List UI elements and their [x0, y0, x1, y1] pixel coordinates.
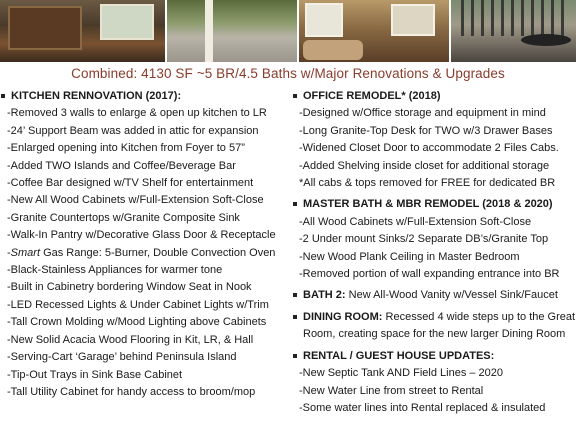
list-item: -Removed 3 walls to enlarge & open up kitchen to LR	[7, 107, 267, 120]
bullet-icon	[293, 202, 297, 206]
kitchen-photo	[0, 0, 165, 62]
list-item: -Walk-In Pantry w/Decorative Glass Door & Receptacle	[7, 229, 276, 242]
list-item: -Designed w/Office storage and equipment in mind	[299, 107, 546, 120]
bullet-icon	[293, 354, 297, 358]
list-item: -Widened Closet Door to accommodate 2 Files Cabs.	[299, 142, 559, 155]
list-item: -Removed portion of wall expanding entrance into BR	[299, 268, 560, 281]
living-room-photo	[299, 0, 449, 62]
list-item: -LED Recessed Lights & Under Cabinet Lights w/Trim	[7, 298, 269, 311]
porch-photo	[167, 0, 297, 62]
list-item: -Added TWO Islands and Coffee/Beverage Bar	[7, 159, 236, 172]
list-item: -24’ Support Beam was added in attic for expansion	[7, 124, 259, 137]
headline: Combined: 4130 SF ~5 BR/4.5 Baths w/Major Renovations & Upgrades	[71, 66, 505, 81]
rental-heading: RENTAL / GUEST HOUSE UPDATES:	[292, 348, 576, 365]
dining-room-paragraph: DINING ROOM: Recessed 4 wide steps up to the Great Room, creating space for the new larger Dining Room	[292, 309, 576, 344]
list-item: -All Wood Cabinets w/Full-Extension Soft-Close	[299, 215, 532, 228]
list-item: -New All Wood Cabinets w/Full-Extension Soft-Close	[7, 194, 264, 207]
list-item: -Enlarged opening into Kitchen from Foyer to 57”	[7, 142, 245, 155]
list-item: -Granite Countertops w/Granite Composite Sink	[7, 211, 240, 224]
list-item: -Built in Cabinetry bordering Window Seat in Nook	[7, 281, 252, 294]
left-column	[0, 88, 290, 401]
list-item: -Tall Utility Cabinet for handy access to broom/mop	[7, 385, 256, 398]
right-column	[292, 88, 576, 417]
list-item: -Smart Gas Range: 5-Burner, Double Convection Oven	[7, 246, 276, 259]
photo-strip	[0, 0, 576, 62]
list-item: -Long Granite-Top Desk for TWO w/3 Drawer Bases	[299, 124, 553, 137]
list-item: -Some water lines into Rental replaced & insulated	[299, 401, 546, 414]
list-item: -New Wood Plank Ceiling in Master Bedroom	[299, 250, 520, 263]
list-item: -Serving-Cart ‘Garage’ behind Peninsula Island	[7, 351, 237, 364]
master-bath-heading: MASTER BATH & MBR REMODEL (2018 & 2020)	[292, 196, 576, 213]
bullet-icon	[293, 315, 297, 319]
list-item: -Coffee Bar designed w/TV Shelf for entertainment	[7, 177, 254, 190]
list-item: -New Water Line from street to Rental	[299, 384, 484, 397]
kitchen-heading: KITCHEN RENNOVATION (2017):	[0, 88, 290, 105]
list-item: -Added Shelving inside closet for additional storage	[299, 159, 550, 172]
office-heading: OFFICE REMODEL* (2018)	[292, 88, 576, 105]
list-item: -Tip-Out Trays in Sink Base Cabinet	[7, 368, 183, 381]
deck-photo	[451, 0, 576, 62]
list-item: *All cabs & tops removed for FREE for dedicated BR	[299, 177, 556, 190]
list-item: -New Solid Acacia Wood Flooring in Kit, LR, & Hall	[7, 333, 254, 346]
bullet-icon	[1, 94, 5, 98]
bullet-icon	[293, 94, 297, 98]
list-item: -Black-Stainless Appliances for warmer tone	[7, 264, 223, 277]
bullet-icon	[293, 293, 297, 297]
list-item: -2 Under mount Sinks/2 Separate DB’s/Granite Top	[299, 233, 549, 246]
list-item: -New Septic Tank AND Field Lines – 2020	[299, 367, 504, 380]
list-item: -Tall Crown Molding w/Mood Lighting above Cabinets	[7, 316, 267, 329]
bath2-line: BATH 2: New All-Wood Vanity w/Vessel Sink/Faucet	[292, 287, 576, 304]
